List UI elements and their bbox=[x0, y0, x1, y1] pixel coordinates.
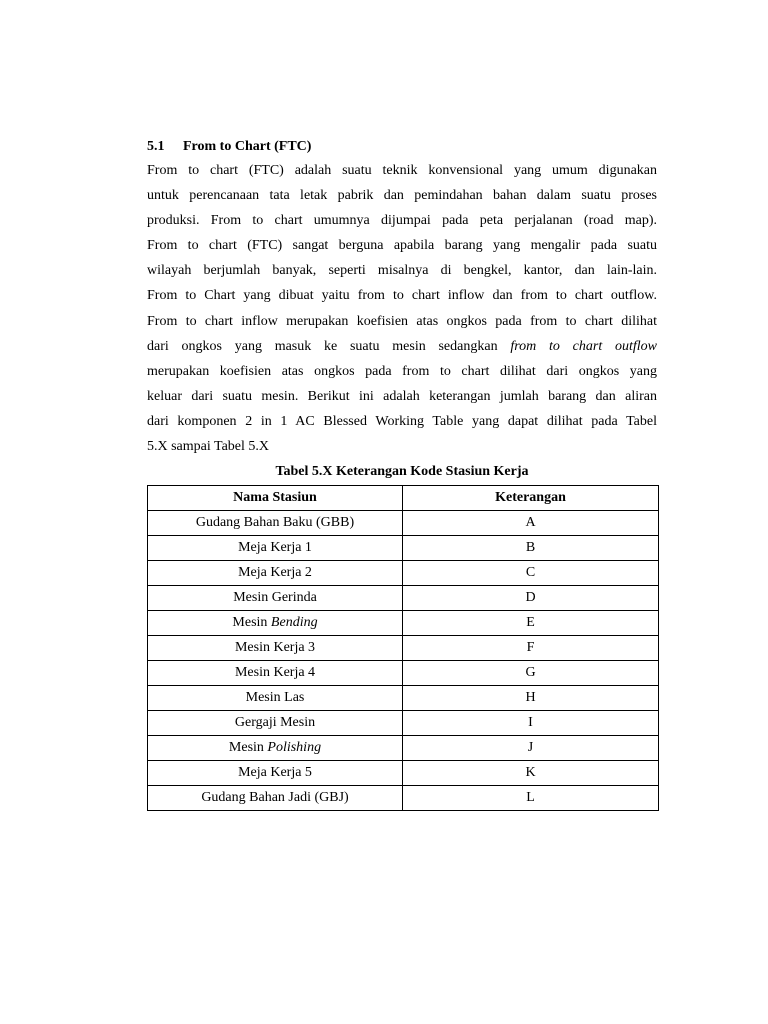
header-station-name: Nama Stasiun bbox=[148, 486, 403, 511]
station-name-cell bbox=[148, 636, 403, 661]
table-row bbox=[148, 711, 659, 736]
table-row bbox=[148, 536, 659, 561]
station-name: Meja Kerja 2 bbox=[238, 565, 312, 581]
station-name-italic: Bending bbox=[270, 615, 318, 631]
station-name-cell bbox=[148, 786, 403, 811]
station-code-cell: F bbox=[403, 636, 659, 661]
paragraph-line: wilayah berjumlah banyak, seperti misalnya di bengkel, kantor, dan lain-lain. bbox=[147, 263, 657, 279]
table-row bbox=[148, 786, 659, 811]
station-name-italic: Polishing bbox=[267, 740, 322, 756]
station-name: Meja Kerja 1 bbox=[238, 540, 312, 556]
station-name-cell bbox=[148, 686, 403, 711]
station-name: Gudang Bahan Baku (GBB) bbox=[195, 515, 355, 531]
station-code-cell: A bbox=[403, 511, 659, 536]
station-name: Mesin bbox=[228, 740, 264, 756]
station-name: Meja Kerja 5 bbox=[238, 765, 312, 781]
station-name-cell bbox=[148, 561, 403, 586]
station-name: Mesin Kerja 3 bbox=[234, 640, 316, 656]
table-row bbox=[148, 736, 659, 761]
station-name: Mesin Las bbox=[245, 690, 305, 706]
station-code-cell: L bbox=[403, 786, 659, 811]
station-code-cell: J bbox=[403, 736, 659, 761]
station-code-cell: G bbox=[403, 661, 659, 686]
paragraph-line: From to chart (FTC) adalah suatu teknik konvensional yang umum digunakan bbox=[147, 163, 657, 178]
paragraph-line: 5.X sampai Tabel 5.X bbox=[147, 439, 270, 455]
station-name: Mesin Kerja 4 bbox=[234, 665, 316, 681]
paragraph-line: From to Chart yang dibuat yaitu from to chart inflow dan from to chart outflow. bbox=[147, 288, 657, 304]
section-number: 5.1 bbox=[147, 139, 165, 154]
paragraph-line-mixed bbox=[147, 334, 657, 359]
station-name-cell bbox=[148, 711, 403, 736]
paragraph-line: From to chart (FTC) sangat berguna apabila barang yang mengalir pada suatu bbox=[147, 238, 657, 254]
document-page bbox=[147, 136, 657, 811]
station-name: Gergaji Mesin bbox=[234, 715, 316, 731]
paragraph-line: produksi. From to chart umumnya dijumpai pada peta perjalanan (road map). bbox=[147, 213, 657, 229]
body-paragraph bbox=[147, 158, 657, 459]
paragraph-line: From to chart inflow merupakan koefisien atas ongkos pada from to chart dilihat bbox=[147, 313, 657, 329]
section-heading bbox=[147, 136, 657, 158]
station-name-cell bbox=[148, 736, 403, 761]
table-body bbox=[148, 511, 659, 811]
section-title: From to Chart (FTC) bbox=[183, 139, 312, 154]
station-code-cell: D bbox=[403, 586, 659, 611]
station-name: Mesin bbox=[232, 615, 268, 631]
table-row bbox=[148, 561, 659, 586]
italic-term: from to chart outflow bbox=[510, 338, 657, 354]
table-row bbox=[148, 636, 659, 661]
table-row bbox=[148, 611, 659, 636]
header-description: Keterangan bbox=[403, 486, 659, 511]
table-row bbox=[148, 686, 659, 711]
paragraph-line: dari komponen 2 in 1 AC Blessed Working Table yang dapat dilihat pada Tabel bbox=[147, 413, 657, 429]
table-row bbox=[148, 761, 659, 786]
station-name: Gudang Bahan Jadi (GBJ) bbox=[201, 790, 349, 806]
table-row bbox=[148, 586, 659, 611]
table-header-row bbox=[148, 486, 659, 511]
station-name-cell bbox=[148, 586, 403, 611]
table-row bbox=[148, 511, 659, 536]
paragraph-line: keluar dari suatu mesin. Berikut ini adalah keterangan jumlah barang dan aliran bbox=[147, 388, 657, 404]
station-name: Mesin Gerinda bbox=[233, 590, 317, 606]
station-code-cell: I bbox=[403, 711, 659, 736]
paragraph-line: merupakan koefisien atas ongkos pada from to chart dilihat dari ongkos yang bbox=[147, 363, 657, 379]
table-caption: Tabel 5.X Keterangan Kode Stasiun Kerja bbox=[275, 464, 529, 480]
station-code-cell: H bbox=[403, 686, 659, 711]
table-row bbox=[148, 661, 659, 686]
station-code-cell: K bbox=[403, 761, 659, 786]
station-code-cell: C bbox=[403, 561, 659, 586]
station-name-cell bbox=[148, 761, 403, 786]
station-name-cell bbox=[148, 611, 403, 636]
station-code-cell: B bbox=[403, 536, 659, 561]
station-name-cell bbox=[148, 536, 403, 561]
station-name-cell bbox=[148, 511, 403, 536]
line-text: dari ongkos yang masuk ke suatu mesin sedangkan bbox=[147, 338, 498, 354]
station-name-cell bbox=[148, 661, 403, 686]
station-code-cell: E bbox=[403, 611, 659, 636]
paragraph-line: untuk perencanaan tata letak pabrik dan pemindahan bahan dalam suatu proses bbox=[147, 188, 657, 204]
station-code-table bbox=[147, 485, 659, 811]
